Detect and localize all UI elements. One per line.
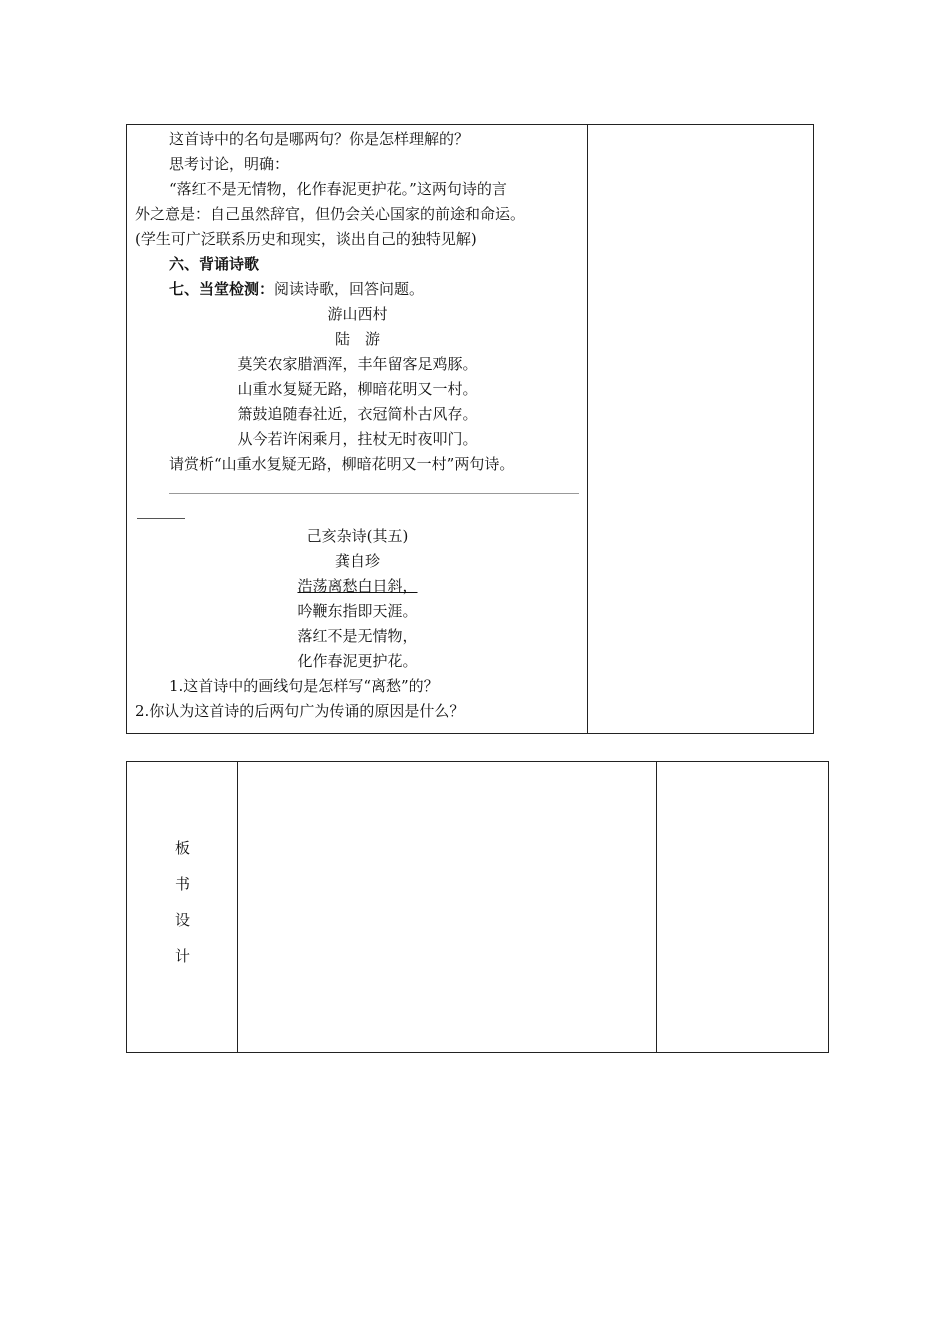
section-7-text: 阅读诗歌，回答问题。	[274, 280, 425, 298]
poem2-line: 落红不是无情物，	[297, 627, 418, 645]
discuss-text: 思考讨论，明确：	[169, 155, 290, 173]
section-6-heading: 六、背诵诗歌	[169, 255, 260, 273]
answer-line-2: 外之意是：自己虽然辞官，但仍会关心国家的前途和命运。	[135, 205, 526, 223]
answer-blank-line-end	[137, 518, 185, 519]
poem1-author: 陆 游	[334, 330, 380, 348]
poem1-title: 游山西村	[327, 305, 388, 323]
lesson-table	[126, 124, 814, 734]
poem2-author: 龚自珍	[334, 552, 380, 570]
poem1-line: 箫鼓追随春社近，衣冠简朴古风存。	[237, 405, 478, 423]
poem1-question: 请赏析“山重水复疑无路，柳暗花明又一村”两句诗。	[169, 455, 515, 473]
label-char: 书	[174, 875, 190, 893]
answer-blank-line	[169, 493, 579, 494]
answer-line-1: “落红不是无情物，化作春泥更护花。”这两句诗的言	[169, 180, 507, 198]
board-design-table	[126, 761, 829, 1053]
poem2-line-underlined	[127, 576, 588, 596]
label-char: 设	[174, 911, 190, 929]
question-text: 这首诗中的名句是哪两句？你是怎样理解的？	[169, 130, 470, 148]
poem2-line: 吟鞭东指即天涯。	[297, 602, 418, 620]
section-7-heading: 七、当堂检测：	[169, 280, 275, 298]
poem2-title: 己亥杂诗(其五)	[306, 527, 409, 545]
question-2: 2.你认为这首诗的后两句广为传诵的原因是什么？	[135, 702, 465, 720]
question-1: 1.这首诗中的画线句是怎样写“离愁”的？	[169, 677, 439, 695]
board-design-label-cell	[127, 762, 238, 1052]
underlined-verse: 浩荡离愁白日斜，	[297, 577, 418, 595]
poem1-line: 山重水复疑无路，柳暗花明又一村。	[237, 380, 478, 398]
poem1-line: 莫笑农家腊酒浑，丰年留客足鸡豚。	[237, 355, 478, 373]
lesson-content-cell	[127, 125, 588, 733]
poem1-line: 从今若许闲乘月，拄杖无时夜叩门。	[237, 430, 478, 448]
label-char: 计	[174, 947, 190, 965]
section-7-line	[169, 279, 424, 299]
label-char: 板	[174, 839, 190, 857]
answer-line-3: (学生可广泛联系历史和现实，谈出自己的独特见解)	[135, 230, 477, 248]
poem2-line: 化作春泥更护花。	[297, 652, 418, 670]
board-design-content-cell	[238, 762, 657, 1052]
notes-cell	[588, 125, 813, 733]
board-design-notes-cell	[657, 762, 828, 1052]
